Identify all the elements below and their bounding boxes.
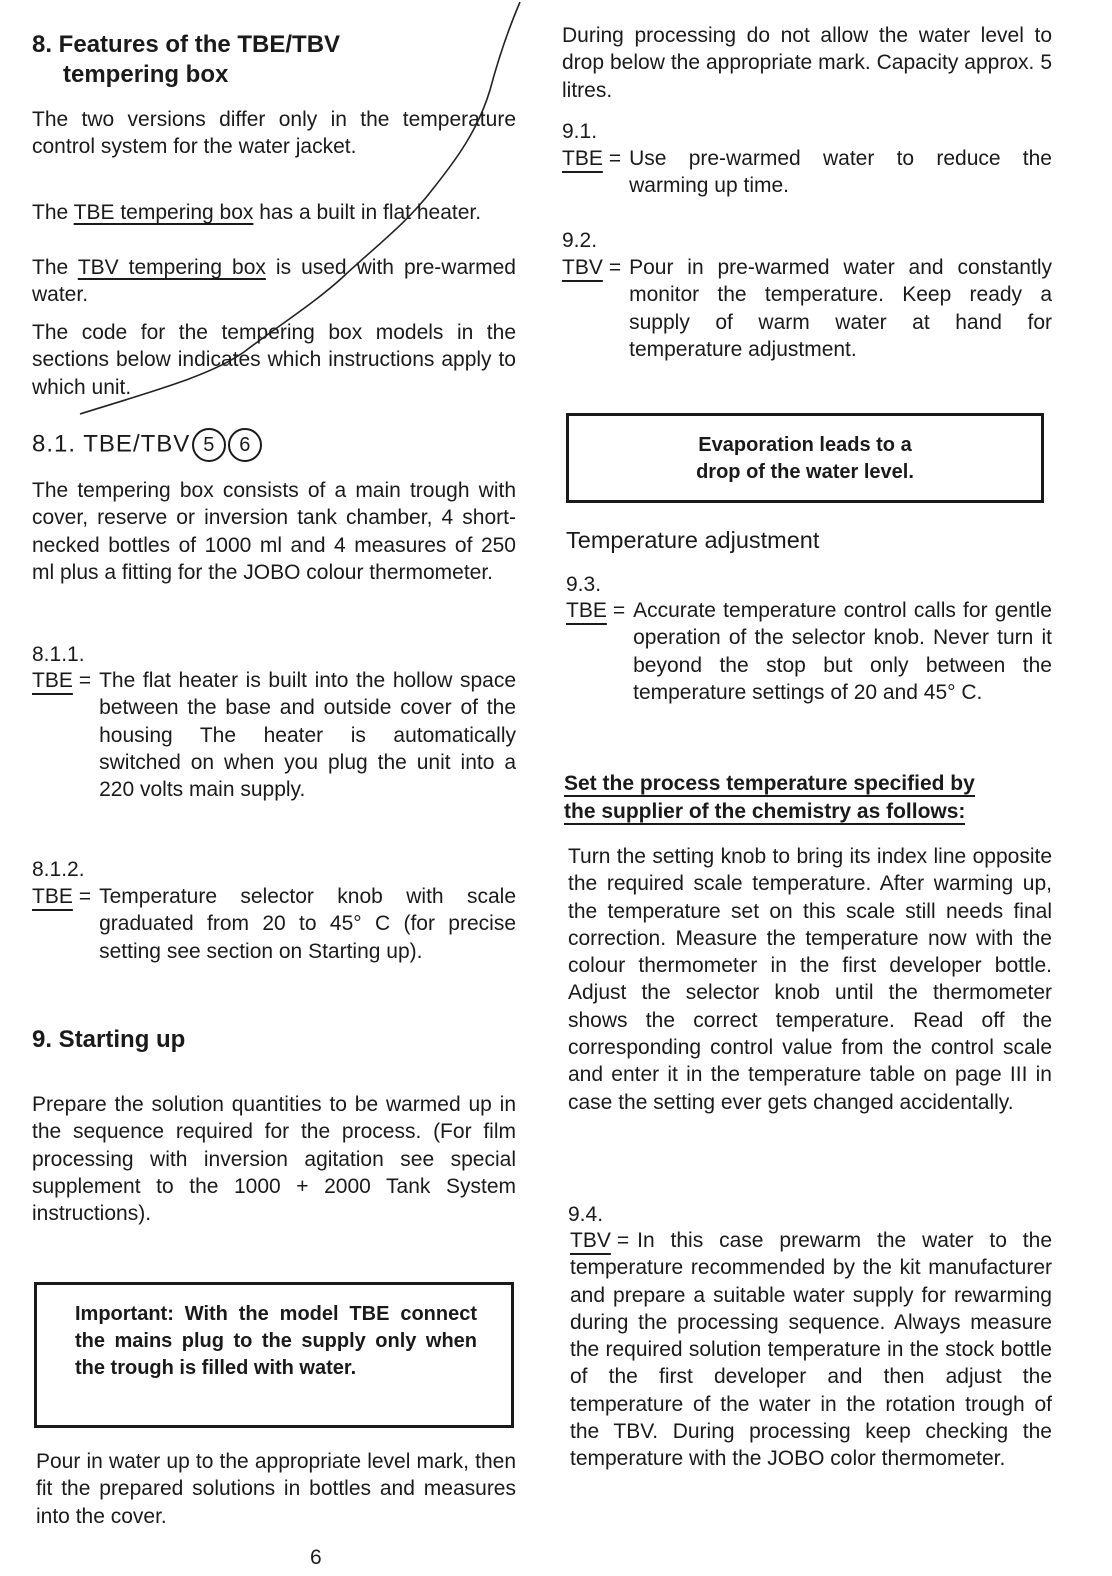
definition-8-1-2-text: Temperature selector knob with scale graduated from 20 to 45° C (for precise setting see section on Starting up). [99, 885, 516, 963]
section-8-1-heading: 8.1. TBE/TBV 5 6 [32, 428, 516, 462]
section-9-4-number: 9.4. [568, 1203, 604, 1226]
evaporation-note-line1: Evaporation leads to a [698, 434, 912, 456]
paragraph-8-1-contents: The tempering box consists of a main trough with cover, reserve or inversion tank chamber, 4 short-necked bottles of 1000 ml and 4 measures of 250 ml plus a fitting for the JOBO colour thermometer. [32, 479, 516, 584]
term-tbe: TBE [32, 669, 73, 692]
important-note-text: Important: With the model TBE connect the mains plug to the supply only when the trough is filled with water. [75, 1303, 477, 1379]
definition-9-3-text: Accurate temperature control calls for gentle operation of the selector knob. Never turn it beyond the stop but only between the temperature settings of 20 and 45° C. [633, 599, 1052, 704]
definition-9-2-text: Pour in pre-warmed water and constantly monitor the temperature. Keep ready a supply of warm water at hand for temperature adjustment. [629, 256, 1052, 361]
definition-8-1-2: TBE = Temperature selector knob with scale graduated from 20 to 45° C (for precise setting see section on Starting up). [32, 883, 516, 965]
tbv-box-underlined: TBV tempering box [77, 256, 266, 279]
paragraph-turn-knob: Turn the setting knob to bring its index line opposite the required scale temperature. After warming up, the temperature set on this scale still needs final correction. Measure the temperature now with the colour thermometer in the first developer bottle. Adjust the selector knob until the thermometer shows the correct temperature. Read off the corresponding control value from the control scale and enter it in the temperature table on page III in case the setting ever gets changed accidentally. [568, 845, 1052, 1114]
section-8-heading-line2: tempering box [63, 61, 229, 88]
paragraph-tbv-box: The TBV tempering box is used with pre-warmed water. [32, 256, 516, 307]
section-9-1-number: 9.1. [562, 120, 598, 143]
evaporation-note-line2: drop of the water level. [696, 461, 914, 483]
definition-8-1-1-text: The flat heater is built into the hollow space between the base and outside cover of the housing The heater is automatically switched on when you plug the unit into a 220 volts main supply. [99, 669, 516, 802]
temperature-adjustment-heading: Temperature adjustment [566, 527, 820, 553]
definition-9-1: TBE = Use pre-warmed water to reduce the warming up time. [562, 145, 1052, 200]
paragraph-tbe-box: The TBE tempering box has a built in flat heater. [32, 201, 482, 224]
term-tbe: TBE [566, 599, 607, 622]
definition-9-1-text: Use pre-warmed water to reduce the warming up time. [629, 147, 1052, 198]
term-tbe: TBE [32, 885, 73, 908]
paragraph-model-code: The code for the tempering box models in the sections below indicates which instructions apply to which unit. [32, 321, 516, 399]
term-tbe: TBE [562, 147, 603, 170]
definition-9-2: TBV = Pour in pre-warmed water and constantly monitor the temperature. Keep ready a supply of warm water at hand for temperature adjustment. [562, 254, 1052, 363]
set-process-temperature-instruction: Set the process temperature specified by the supplier of the chemistry as follows: [564, 772, 975, 823]
section-8-heading-line1: 8. Features of the TBE/TBV [32, 31, 341, 58]
section-9-3-number: 9.3. [566, 573, 602, 596]
definition-9-4: TBV = In this case prewarm the water to the temperature recommended by the kit manufacturer and prepare a suitable water supply for rewarming during the processing sequence. Always measure the required solution temperature in the stock bottle of the first developer and then adjust the temperature of the water in the rotation trough of the TBV. During processing keep checking the temperature with the JOBO color thermometer. [570, 1229, 1052, 1471]
page-number: 6 [310, 1546, 322, 1569]
section-9-heading: 9. Starting up [32, 1026, 186, 1053]
paragraph-pour-water: Pour in water up to the appropriate level mark, then fit the prepared solutions in bottles and measures into the cover. [36, 1450, 516, 1528]
paragraph-water-level: During processing do not allow the water level to drop below the appropriate mark. Capacity approx. 5 litres. [562, 24, 1052, 102]
tbe-box-underlined: TBE tempering box [73, 201, 254, 224]
section-9-2-number: 9.2. [562, 229, 598, 252]
pen-stroke-line [77, 2, 520, 414]
definition-8-1-1: TBE = The flat heater is built into the hollow space between the base and outside cover of the housing The heater is automatically switched on when you plug the unit into a 220 volts main supply. [32, 667, 516, 803]
circled-number-5: 5 [192, 428, 226, 462]
section-8-1-1-number: 8.1.1. [32, 643, 85, 666]
section-8-1-2-number: 8.1.2. [32, 858, 85, 881]
term-tbv: TBV [562, 256, 603, 279]
paragraph-two-versions: The two versions differ only in the temperature control system for the water jacket. [32, 108, 516, 159]
definition-9-4-text: In this case prewarm the water to the temperature recommended by the kit manufacturer and prepare a suitable water supply for rewarming during the processing sequence. Always measure the required solution temperature in the stock bottle of the first developer and then adjust the temperature of the water in the rotation trough of the TBV. During processing keep checking the temperature with the JOBO color thermometer. [570, 1229, 1052, 1471]
definition-9-3: TBE = Accurate temperature control calls for gentle operation of the selector knob. Never turn it beyond the stop but only between the temperature settings of 20 and 45° C. [566, 597, 1052, 706]
circled-number-6: 6 [228, 428, 262, 462]
term-tbv: TBV [570, 1229, 611, 1252]
paragraph-prepare-solutions: Prepare the solution quantities to be warmed up in the sequence required for the process. (For film processing with inversion agitation see special supplement to the 1000 + 2000 Tank System instructions). [32, 1093, 516, 1226]
